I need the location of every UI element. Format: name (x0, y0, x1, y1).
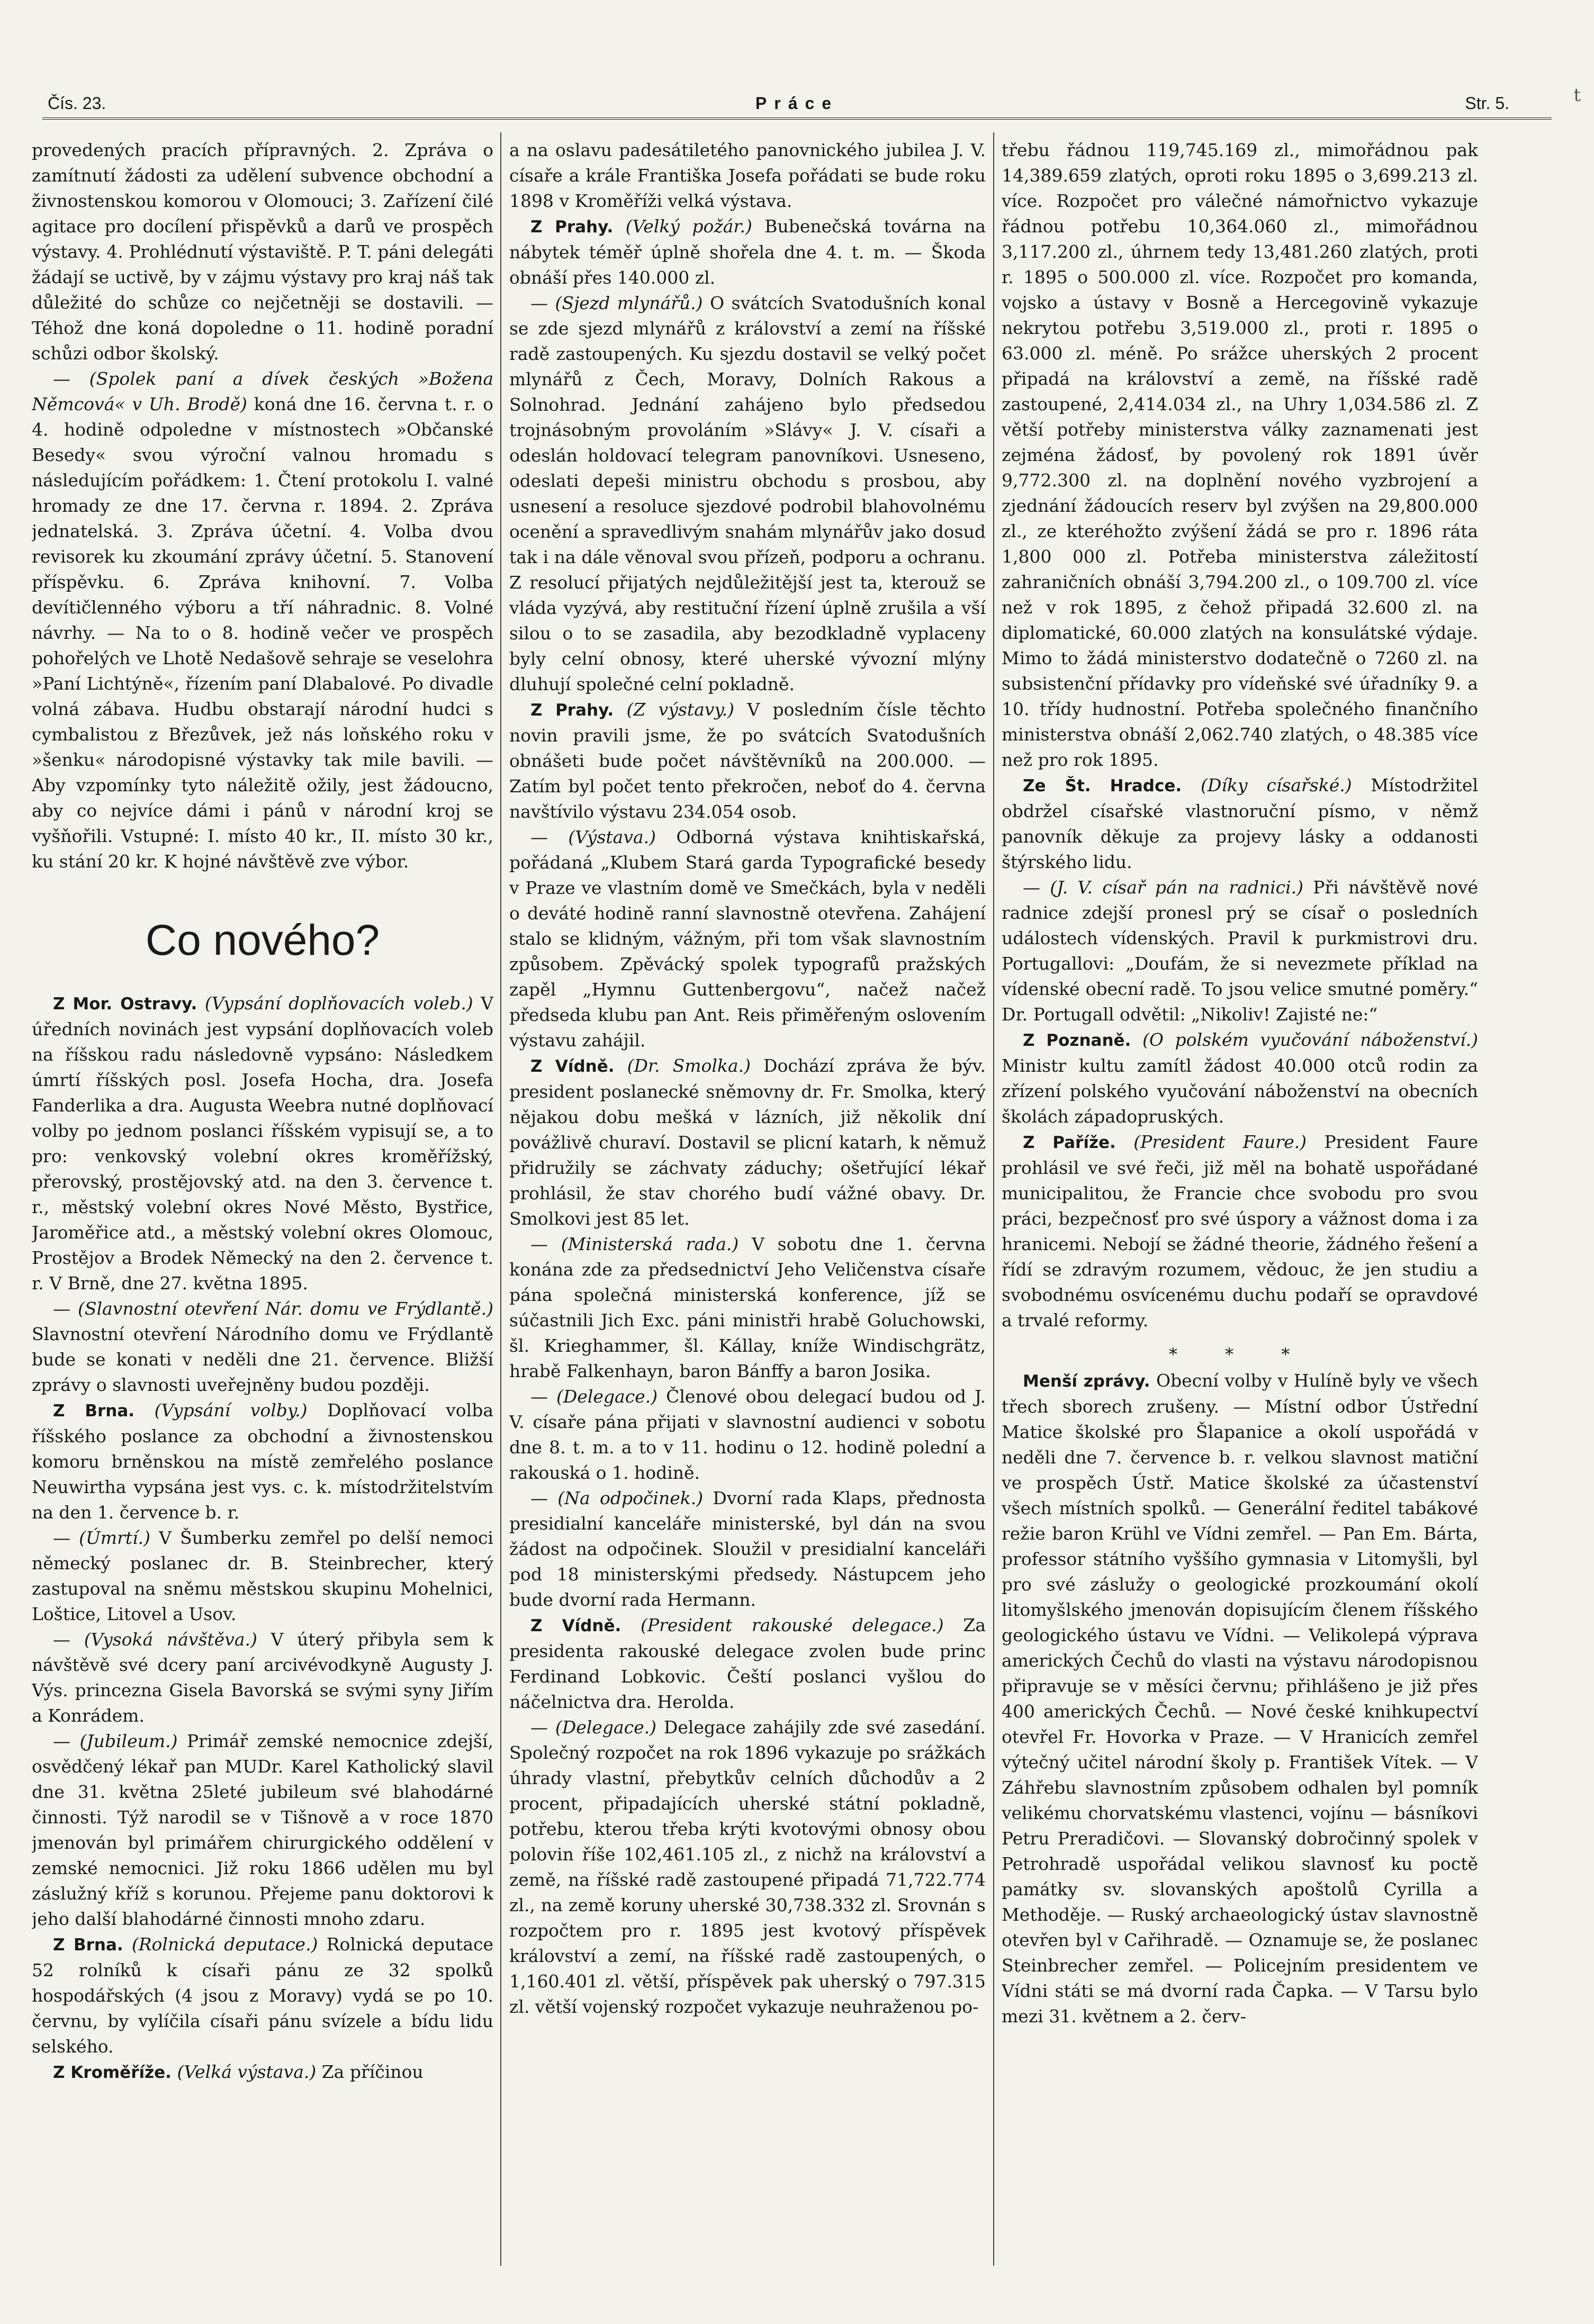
paragraph (509, 1053, 986, 1232)
paragraph (509, 1232, 986, 1384)
article-place: Z Prahy. (530, 218, 614, 237)
article-body: V posledním čísle těchto novin pravili jsme, že po svátcích Svatodušních obnášeti bude počet návštěvníků na 200.000. — Zatím byl počet tento překročen, neboť do 4. června navštívilo výstavu 234.054 osob. (509, 699, 986, 822)
article-place: Z Mor. Ostravy. (53, 994, 197, 1014)
article-body: Při návštěvě nové radnice zdejší pronesl prý se císař o posledních událostech vídenských. Pravil k purkmistrovi dru. Portugallovi: „Doufám, že si nevezmete příklad na vídenské obecní radě. To jsou velice smutné poměry.“ Dr. Portugall odvětil: „Nikoliv! Zajisté ne:“ (1002, 877, 1478, 1025)
article-topic: (Rolnická deputace.) (131, 1934, 318, 1955)
paragraph (509, 1613, 986, 1715)
page-number: Str. 5. (1465, 94, 1509, 113)
article-body: Rolnická deputace 52 rolníků k císaři pánu ze 32 spolků hospodářských (4 jsou z Moravy) vydá se po 10. červnu, by vylíčila císaři pánu svízele a bídu lidu selského. (32, 1934, 493, 2057)
article-topic: — (Vysoká návštěva.) (53, 1629, 257, 1650)
paragraph (509, 1715, 986, 2020)
paragraph (1002, 1368, 1478, 2029)
article-body: V Šumberku zemřel po delší nemoci německý poslanec dr. B. Steinbrecher, který zastupoval na sněmu městskou skupinu Mohelnici, Loštice, Litovel a Usov. (32, 1527, 493, 1624)
article-topic: (Velká výstava.) (177, 2061, 317, 2082)
paragraph (32, 366, 493, 874)
section-title: Co nového? (145, 916, 380, 964)
paragraph (32, 1729, 493, 1932)
article-topic: (Z výstavy.) (626, 699, 735, 720)
paragraph (509, 1486, 986, 1613)
paragraph (509, 1384, 986, 1486)
article-place: Z Poznaně. (1023, 1031, 1131, 1050)
article-body: Dochází zpráva že býv. president poslanecké sněmovny dr. Fr. Smolka, který nějakou dobu mešká v lázních, již několik dní povážlivě churaví. Dostavil se plicní katarh, k němuž přidružily se záchvaty záduchy; ošetřující lékař prohlásil, že stav chorého budí vážné obavy. Dr. Smolkovi jest 85 let. (509, 1055, 986, 1229)
article-topic: (Vypsání doplňovacích voleb.) (204, 993, 473, 1014)
article-body: Odborná výstava knihtiskařská, pořádaná „Klubem Stará garda Typografické besedy v Praze ve vlastním domě ve Smečkách, byla v neděli o deváté hodině ranní slavnostně otevřena. Zahájení stalo se klidným, vážným, při tom však slavnostním způsobem. Zpěvácký spolek typografů pražských zapěl „Hymnu Guttenbergovu“, načež načež předseda klubu pan Ant. Reis přiměřeným oslovením výstavu zahájil. (509, 827, 986, 1051)
article-topic: (Díky císařské.) (1201, 775, 1352, 795)
paragraph (32, 1627, 493, 1729)
section-divider-stars: * * * (1168, 1344, 1311, 1364)
article-topic: — (Jubileum.) (53, 1731, 178, 1751)
article-body: Za příčinou (316, 2061, 424, 2082)
column-3 (1002, 138, 1478, 2260)
article-topic: (Dr. Smolka.) (627, 1055, 751, 1076)
article-body: V úředních novinách jest vypsání doplňovacích voleb na říšskou radu následovně vypsáno: Následkem úmrtí říšských posl. Josefa Hocha, dra. Josefa Fanderlika a dra. Augusta Weebra nutné doplňovací volby po jednom poslanci říšském vypisují se, a to pro: venkovský volební okres kroměřížský, přerovský, prostějovský atd. na den 3. července t. r., městský volební okres Nové Město, Bystřice, Jaroměřice atd., a městský volební okres Olomouc, Prostějov a Brodek Německý na den 2. července t. r. V Brně, dne 27. května 1895. (32, 993, 493, 1294)
article-topic: (President rakouské delegace.) (641, 1615, 944, 1635)
article-body: Primář zemské nemocnice zdejší, osvědčený lékař pan MUDr. Karel Katholický slavil dne 31. května 25leté jubileum své blahodárné činnosti. Týž narodil se v Tišnově a v roce 1870 jmenován byl primářem chirurgického oddělení v zemské nemocnici. Již roku 1866 udělen mu byl záslužný kříž s korunou. Přejeme panu doktorovi k jeho další blahodárné činnosti mnoho zdaru. (32, 1731, 493, 1929)
paragraph (32, 1398, 493, 1525)
article-body: Doplňovací volba říšského poslance za obchodní a živnostenskou komoru brněnskou na místě zemřelého poslance Neuwirtha vypsána jest vys. c. k. místodržitelstvím na den 1. července b. r. (32, 1400, 493, 1523)
article-topic: — (Na odpočinek.) (530, 1488, 704, 1508)
paragraph (32, 2059, 493, 2085)
paragraph: a na oslavu padesátiletého panovnického jubilea J. V. císaře a krále Františka Josefa pořádati se bude roku 1898 v Kroměříži velká výstava. (509, 140, 986, 211)
article-place: Menší zprávy. (1023, 1372, 1150, 1391)
paragraph: třebu řádnou 119,745.169 zl., mimořádnou pak 14,389.659 zlatých, oproti roku 1895 o 3,699.213 zl. více. Rozpočet pro válečné námořnictvo vykazuje řádnou potřebu 10,364.060 zl., mimořádnou 3,117.200 zl., úhrnem tedy 13,481.260 zlatých, proti r. 1895 o 500.000 zl. více. Rozpočet pro komanda, vojsko a ústavy v Bosně a Hercegovině vykazuje nekrytou potřebu 3,519.000 zl., proti r. 1895 o 63.000 zl. méně. Po srážce uherských 2 procent připadá na království a země, na říšské radě zastoupené, 2,414.034 zl., na Uhry 1,034.586 zl. Z větší potřeby ministerstva války zaznamenati jest zejména žádosť, by povolený rok 1891 úvěr 9,772.300 zl. na doplnění nového vyzbrojení a zjednání žádoucích reserv byl zvýšen na 29,800.000 zl., ze kteréhožto zvýšení žádá se pro r. 1896 ráta 1,800 000 zl. Potřeba ministerstva záležitostí zahraničních obnáší 3,794.200 zl., o 109.700 zl. více než v rok 1895, z čehož připadá 32.600 zl. na diplomatické, 60.000 zlatých na konsulátské výdaje. Mimo to žádá ministerstvo dodatečně o 7260 zl. na subsistenční přídavky pro vídeňské své úřadníky 9. a 10. třídy hudnostní. Potřeba společného finančního ministerstva obnáší 2,062.740 zlatých, o 48.385 více než pro rok 1895. (1002, 140, 1478, 770)
column-1 (32, 138, 493, 2260)
article-body: Za presidenta rakouské delegace zvolen bude princ Ferdinand Lobkovic. Čeští poslanci vyšlou do náčelnictva dra. Herolda. (509, 1615, 986, 1712)
header-rule (42, 117, 1552, 120)
edge-mark: t (1573, 85, 1581, 106)
paragraph (509, 697, 986, 825)
article-body: Členové obou delegací budou od J. V. císaře pána přijati v slavnostní audienci v sobotu dne 8. t. m. a to v 11. hodinu o 12. hodině polední a rakouská o 1. hodině. (509, 1386, 986, 1483)
article-body: koná dne 16. června t. r. o 4. hodině odpoledne v místnostech »Občanské Besedy« svou výroční valnou hromadu s následujícím pořádkem: 1. Čtení protokolu I. valné hromady ze dne 17. června r. 1894. 2. Zpráva jednatelská. 3. Zpráva účetní. 4. Volba dvou revisorek ku zkoumání zprávy účetní. 5. Stanovení příspěvku. 6. Zpráva knihovní. 7. Volba devítičlenného výboru a tří náhradnic. 8. Volné návrhy. — Na to o 8. hodině večer ve prospěch pohořelých ve Lhotě Nedašově sehraje se veselohra »Paní Lichtýně«, řízením paní Dlabalové. Po divadle volná zábava. Hudbu obstarají národní hudci s cymbalistou z Březůvek, jež nás loňského roku v »šenku« národopisné výstavky tak mile bavili. — Aby vzpomínky tyto náležitě ožily, jest žádoucno, aby co nejvíce dámi i pánů v národní kroj se vyšňořili. Vstupné: I. místo 40 kr., II. místo 30 kr., ku stání 20 kr. K hojné návštěvě zve výbor. (32, 394, 493, 872)
column-2 (509, 138, 986, 2260)
article-topic: — (J. V. císař pán na radnici.) (1023, 877, 1304, 898)
article-place: Z Vídně. (530, 1057, 615, 1076)
paragraph (509, 825, 986, 1053)
article-body: O svátcích Svatodušních konal se zde sjezd mlynářů z království a zemí na říšské radě zastoupených. Ku sjezdu dostavil se velký počet mlynářů z Čech, Moravy, Dolních Rakous a Solnohrad. Jednání zahájeno bylo předsedou trojnásobným provoláním »Slávy« J. V. císaři a odeslán holdovací telegram panovníkovi. Usneseno, odeslati depeši ministru obchodu s prosbou, aby usnesení a resoluce sjezdové podrobil blahovolnému ocenění a spravedlivým snahám mlynářův jako dosud tak i na dále věnoval svou přízeň, podporu a ochranu. Z resolucí přijatých nejdůležitější jest ta, kterouž se vláda vyzývá, aby restituční řízení úplně zrušila a vší silou o to se zasadila, aby bezodkladně vyplaceny byly celní obnosy, které uherské vývozní mlýny dluhují společné celní pokladně. (509, 293, 986, 694)
article-body: Delegace zahájily zde své zasedání. Společný rozpočet na rok 1896 vykazuje po srážkách úhrady vlastní, přebytkův celních důchodův a 2 procent, připadajících uherské státní pokladně, potřebu, kterou třeba krýti kvotovými obnosy obou polovin říše 102,461.105 zl., z nichž na království a země, na říšské radě zastoupené připadá 71,722.774 zl., na země koruny uherské 30,738.332 zl. Srovnán s rozpočtem pro r. 1895 jest kvotový příspěvek království a zemí, na říšské radě zastoupených, o 1,160.401 zl. větší, příspěvek pak uherský o 797.315 zl. větší vojenský rozpočet vykazuje neuhraženou po- (509, 1717, 986, 2017)
article-topic: — (Delegace.) (530, 1386, 658, 1407)
paragraph (32, 991, 493, 1296)
article-place: Z Vídně. (530, 1616, 622, 1635)
article-place: Z Paříže. (1023, 1133, 1116, 1152)
article-place: Z Brna. (53, 1401, 135, 1421)
paragraph (509, 291, 986, 697)
article-topic: (Vypsání volby.) (154, 1400, 308, 1421)
paragraph: provedených pracích přípravných. 2. Zpráva o zamítnutí žádosti za udělení subvence obchodní a živnostenskou komorou v Olomouci; 3. Zařízení čilé agitace pro docílení přispěvků a darů ve prospěch výstavy. 4. Prohlédnutí výstaviště. P. T. páni delegáti žádají se uctivě, by v zájmu výstavy pro kraj náš tak důležité do schůze co nejčetněji se dostavili. — Téhož dne koná dopoledne o 11. hodině poradní schůzi odbor školský. (32, 140, 493, 364)
article-body: President Faure prohlásil ve své řeči, již měl na bohatě uspořádané municipalitou, že Francie chce svobodu pro svou práci, bezpečnosť pro své úspory a vážnost doma i za hranicemi. Nebojí se žádné theorie, žádného řešení a řídí se zdravým rozumem, vědouc, že jen studiu a svobodnému osvícenému duchu podaří se opravdové a trvalé reformy. (1002, 1132, 1478, 1331)
article-topic: — (Sjezd mlynářů.) (530, 293, 703, 313)
article-body: Dvorní rada Klaps, přednosta presidialní kanceláře ministerské, byl dán na svou žádost na odpočinek. Sloužil v presidialní kanceláři pod 18 ministerskými předsedy. Nástupcem jeho bude dvorní rada Hermann. (509, 1488, 986, 1610)
article-body: Slavnostní otevření Národního domu ve Frýdlantě bude se konati v neděli dne 21. července. Bližší zprávy o slavnosti uveřejněny budou později. (32, 1324, 493, 1395)
article-body: Místodržitel obdržel císařské vlastnoruční písmo, v němž panovník děkuje za projevy lásky a oddanosti štýrského lidu. (1002, 775, 1478, 872)
article-topic: (President Faure.) (1133, 1132, 1307, 1152)
article-place: Z Brna. (53, 1936, 123, 1955)
paragraph (32, 1296, 493, 1398)
paragraph (1002, 875, 1478, 1027)
article-body: Bubenečská továrna na nábytek téměř úplně shořela dne 4. t. m. — Škoda obnáší přes 140.000 zl. (509, 216, 986, 288)
column-separator (993, 132, 994, 2266)
column-separator (500, 132, 501, 2266)
issue-number: Čís. 23. (48, 94, 106, 113)
article-place: Ze Št. Hradce. (1023, 776, 1182, 795)
article-topic: (Velký požár.) (625, 216, 752, 237)
masthead-title: Práce (755, 94, 839, 113)
page-header (42, 79, 1552, 116)
article-body: V sobotu dne 1. června konána zde za předsednictví Jeho Veličenstva císaře pána společná ministerská konference, jíž se súčastnili Jich Exc. páni ministři hrabě Goluchowski, šl. Krieghammer, šl. Kállay, kníže Windischgrätz, hrabě Falkenhayn, baron Bánffy a baron Josika. (509, 1234, 986, 1381)
article-body: Ministr kultu zamítl žádost 40.000 otců rodin za zřízení polského vyučování náboženství na obecních školách západopruských. (1002, 1055, 1478, 1127)
article-topic: — (Výstava.) (530, 827, 656, 847)
article-topic: — (Delegace.) (530, 1717, 656, 1738)
article-topic: (O polském vyučování náboženství.) (1142, 1029, 1478, 1050)
paragraph (32, 1525, 493, 1627)
article-topic: — (Spolek paní a dívek českých »Božena Němcová« v Uh. Brodě) (32, 368, 493, 414)
article-place: Z Kroměříže. (53, 2063, 172, 2082)
paragraph (1002, 1027, 1478, 1129)
paragraph (1002, 1129, 1478, 1333)
article-place: Z Prahy. (530, 701, 614, 720)
article-body: Obecní volby v Hulíně byly ve všech třech sborech zrušeny. — Místní odbor Ústřední Matice školské pro Šlapanice a okolí uspořádá v neděli dne 7. července b. r. velkou slavnost matiční ve prospěch Ústř. Matice školské za účastenství všech místních spolků. — Generální ředitel tabákové režie baron Krühl ve Vídni zemřel. — Pan Em. Bárta, professor státního vyššího gymnasia v Litomyšli, byl pro své záslužy o geologické prozkoumání okolí litomyšlského jmenován dopisujícím členem říšského geologického ústavu ve Vídni. — Velikolepá výprava amerických Čechů do vlasti na výstavu národopisnou připravuje se v měsíci červnu; přihlášeno je již přes 400 amerických Čechů. — Nové české knihkupectví otevřel Fr. Hovorka v Praze. — V Hranicích zemřel výtečný učitel národní školy p. František Vítek. — V Záhřebu slavnostním způsobem odhalen byl pomník velikému chorvatskému vlastenci, vojínu — básníkovi Petru Preradičovi. — Slovanský dobročinný spolek v Petrohradě uspořádal velikou slavnosť ku poctě památky sv. slovanských apoštolů Cyrilla a Methoděje. — Ruský archaeologický ústav slavnostně otevřen byl v Cařihradě. — Oznamuje se, že poslanec Steinbrecher zemřel. — Policejním presidentem ve Vídni státi se má dvorní rada Čapka. — V Tarsu bylo mezi 31. květnem a 2. červ- (1002, 1370, 1478, 2027)
paragraph (1002, 773, 1478, 875)
paragraph (32, 1932, 493, 2059)
article-topic: — (Úmrtí.) (53, 1527, 151, 1548)
article-topic: — (Slavnostní otevření Nár. domu ve Frýdlantě.) (53, 1298, 493, 1319)
article-topic: — (Ministerská rada.) (530, 1234, 739, 1254)
article-body: V úterý přibyla sem k návštěvě své dcery paní arcivévodkyně Augusty J. Výs. princezna Gisela Bavorská se svými syny Jiřím a Konrádem. (32, 1629, 493, 1726)
paragraph (509, 214, 986, 291)
